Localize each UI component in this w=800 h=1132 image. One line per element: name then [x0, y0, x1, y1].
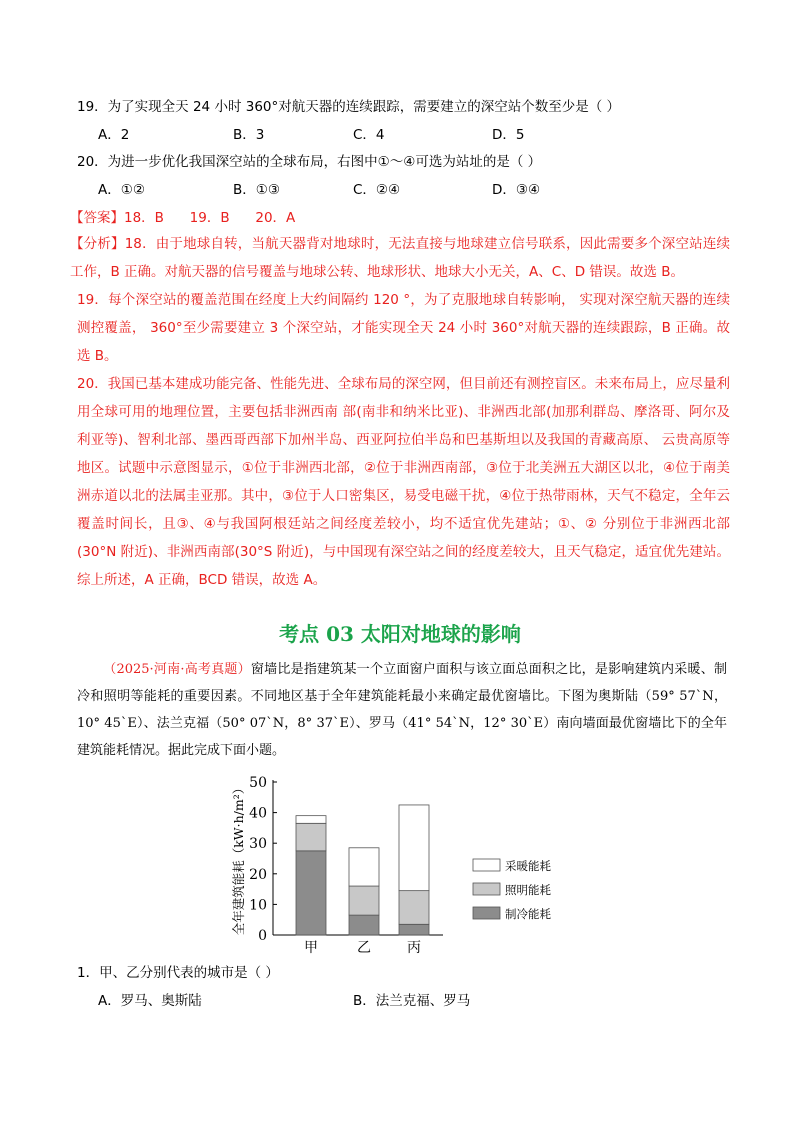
y-tick-label: 40 [249, 805, 267, 822]
bar-segment [399, 805, 429, 891]
x-tick-label: 甲 [304, 940, 318, 956]
section-title: 考点 03 太阳对地球的影响 [279, 622, 521, 646]
analysis-19: 19．每个深空站的覆盖范围在经度上大约间隔约 120 °，为了克服地球自转影响， 实现对深空航天器的连续测控覆盖， 360°至少需要建立 3 个深空站，才能实现全天 24 小时 360°对航天器的连续跟踪，B 正确。故选 B。 [77, 292, 730, 364]
x-tick-label: 乙 [357, 940, 371, 956]
q20-option-a: A．①② [98, 182, 145, 198]
analysis [70, 230, 730, 594]
y-tick-label: 20 [249, 866, 267, 883]
bar-segment [399, 891, 429, 925]
answer-line [70, 208, 295, 228]
bar-segment [296, 823, 326, 851]
question-20: 20．为进一步优化我国深空站的全球布局，右图中①～④可选为站址的是（ ） [77, 154, 542, 170]
y-tick-label: 30 [249, 836, 267, 853]
x-tick-label: 丙 [407, 940, 421, 956]
y-tick-label: 0 [258, 928, 267, 944]
q20-option-c: C．②④ [353, 182, 401, 198]
legend-label: 采暖能耗 [505, 859, 551, 873]
bar-segment [296, 851, 326, 935]
y-axis-label: 全年建筑能耗（kW·h/m²） [231, 781, 246, 936]
legend-label: 照明能耗 [505, 883, 551, 897]
legend-label: 制冷能耗 [505, 907, 551, 921]
intro-text: 窗墙比是指建筑某一个立面窗户面积与该立面总面积之比，是影响建筑内采暖、制冷和照明等能耗的重要因素。不同地区基于全年建筑能耗最小来确定最优窗墙比。下图为奥斯陆（59° 57`N，10° 45`E）、法兰克福（50° 07`N，8° 37`E）、罗马（41° 54`N，12° 30`E）南向墙面最优窗墙比下的全年建筑能耗情况。据此完成下面小题。 [77, 662, 727, 758]
legend-swatch [473, 859, 500, 871]
y-tick-label: 10 [249, 897, 267, 914]
q19-option-a: A．2 [98, 127, 130, 143]
legend-swatch [473, 907, 500, 919]
question-source: （2025·河南·高考真题） [103, 662, 251, 677]
q1-option-a: A．罗马、奥斯陆 [98, 993, 202, 1009]
bar-segment [349, 886, 379, 915]
bar-segment [349, 848, 379, 886]
bar-segment [349, 915, 379, 935]
energy-stacked-bar-chart [225, 762, 585, 962]
q19-option-d: D．5 [492, 127, 525, 143]
answer-label: 【答案】 [70, 210, 124, 226]
q19-option-b: B．3 [233, 127, 265, 143]
bar-segment [399, 924, 429, 935]
q20-option-b: B．①③ [233, 182, 280, 198]
analysis-18: 【分析】18．由于地球自转，当航天器背对地球时，无法直接与地球建立信号联系，因此需要多个深空站连续工作，B 正确。对航天器的信号覆盖与地球公转、地球形状、地球大小无关，A、C、D 错误。故选 B。 [70, 236, 731, 280]
analysis-label: 【分析】 [70, 236, 125, 252]
q19-option-c: C．4 [353, 127, 385, 143]
question-intro [77, 656, 727, 764]
analysis-20: 20．我国已基本建成功能完备、性能先进、全球布局的深空网，但目前还有测控盲区。未来布局上，应尽量利用全球可用的地理位置，主要包括非洲西南 部(南非和纳米比亚)、非洲西北部(加那利群岛、摩洛哥、阿尔及利亚等)、智利北部、墨西哥西部下加州半岛、西亚阿拉伯半岛和巴基斯坦以及我国的青藏高原、 云贵高原等地区。试题中示意图显示，①位于非洲西北部，②位于非洲西南部，③位于北美洲五大湖区以北，④位于南美洲赤道以北的法属圭亚那。其中，③位于人口密集区，易受电磁干扰，④位于热带雨林，天气不稳定，全年云覆盖时间长，且③、④与我国阿根廷站之间经度差较小，均不适宜优先建站；①、② 分别位于非洲西北部(30°N 附近)、非洲西南部(30°S 附近)，与中国现有深空站之间的经度差较大，且天气稳定，适宜优先建站。综上所述，A 正确，BCD 错误，故选 A。 [77, 376, 730, 588]
answer-value: 18．B 19．B 20．A [124, 210, 296, 226]
y-tick-label: 50 [249, 775, 267, 791]
bar-segment [296, 816, 326, 824]
q1-option-b: B．法兰克福、罗马 [353, 993, 471, 1009]
q20-option-d: D．③④ [492, 182, 541, 198]
question-19: 19．为了实现全天 24 小时 360°对航天器的连续跟踪，需要建立的深空站个数至少是（ ） [77, 99, 621, 115]
legend-swatch [473, 883, 500, 895]
question-1: 1．甲、乙分别代表的城市是（ ） [77, 965, 279, 981]
